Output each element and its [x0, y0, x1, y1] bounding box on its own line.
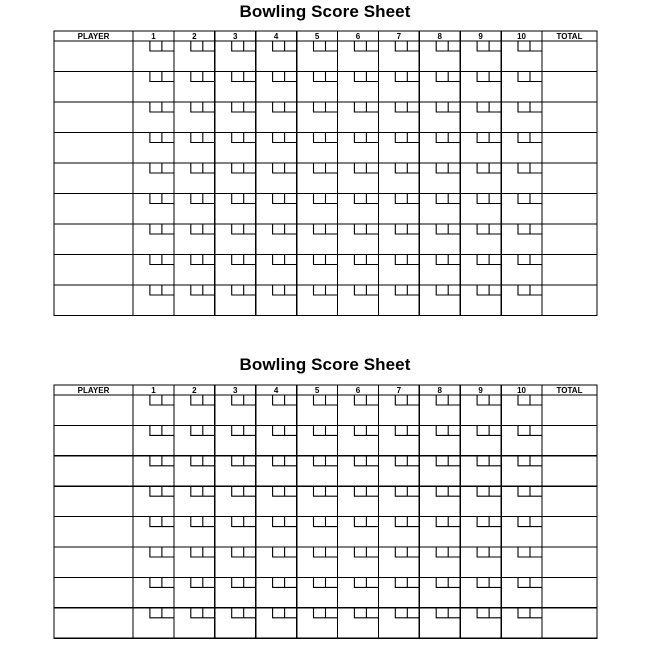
frame-ball-boxes[interactable]: [273, 517, 297, 527]
column-header-frame-1: 1: [151, 32, 156, 41]
ball-box: [518, 517, 542, 527]
ball-box: [395, 425, 419, 435]
ball-box: [150, 486, 174, 496]
frame-ball-boxes[interactable]: [395, 547, 419, 557]
ball-box: [314, 456, 338, 466]
frame-ball-boxes[interactable]: [150, 486, 174, 496]
ball-box: [436, 547, 460, 557]
ball-box: [395, 395, 419, 405]
column-header-frame-4: 4: [273, 32, 279, 41]
ball-box: [354, 577, 378, 587]
frame-ball-boxes[interactable]: [273, 547, 297, 557]
frame-ball-boxes[interactable]: [150, 517, 174, 527]
ball-box: [314, 577, 338, 587]
ball-box: [232, 608, 256, 618]
frame-ball-boxes[interactable]: [232, 608, 256, 618]
ball-box: [354, 547, 378, 557]
frame-ball-boxes[interactable]: [477, 456, 501, 466]
frame-ball-boxes[interactable]: [518, 395, 542, 405]
ball-box: [354, 425, 378, 435]
ball-box: [518, 456, 542, 466]
ball-box: [395, 608, 419, 618]
frame-ball-boxes[interactable]: [436, 395, 460, 405]
frame-ball-boxes[interactable]: [477, 577, 501, 587]
ball-box: [395, 577, 419, 587]
frame-ball-boxes[interactable]: [273, 486, 297, 496]
ball-box: [354, 395, 378, 405]
ball-box: [477, 517, 501, 527]
ball-box: [518, 577, 542, 587]
column-header-frame-6: 6: [355, 386, 361, 395]
frame-ball-boxes[interactable]: [477, 517, 501, 527]
frame-ball-boxes[interactable]: [354, 456, 378, 466]
ball-box: [232, 425, 256, 435]
frame-ball-boxes[interactable]: [191, 577, 215, 587]
column-header-frame-7: 7: [396, 386, 402, 395]
frame-ball-boxes[interactable]: [232, 395, 256, 405]
ball-box: [191, 608, 215, 618]
ball-box: [191, 425, 215, 435]
ball-box: [273, 395, 297, 405]
frame-ball-boxes[interactable]: [354, 547, 378, 557]
column-header-frame-9: 9: [478, 32, 483, 41]
ball-box: [150, 577, 174, 587]
frame-ball-boxes[interactable]: [436, 577, 460, 587]
ball-box: [477, 547, 501, 557]
frame-ball-boxes[interactable]: [191, 395, 215, 405]
ball-box: [395, 456, 419, 466]
ball-box: [150, 395, 174, 405]
ball-box: [477, 486, 501, 496]
column-header-player: PLAYER: [77, 386, 110, 395]
ball-box: [232, 486, 256, 496]
ball-box: [314, 425, 338, 435]
ball-box: [273, 486, 297, 496]
sheet-title: Bowling Score Sheet: [239, 2, 411, 21]
frame-ball-boxes[interactable]: [354, 395, 378, 405]
frame-ball-boxes[interactable]: [314, 577, 338, 587]
frame-ball-boxes[interactable]: [314, 456, 338, 466]
frame-ball-boxes[interactable]: [232, 517, 256, 527]
frame-ball-boxes[interactable]: [477, 486, 501, 496]
frame-ball-boxes[interactable]: [150, 577, 174, 587]
frame-ball-boxes[interactable]: [191, 456, 215, 466]
ball-box: [477, 608, 501, 618]
ball-box: [518, 395, 542, 405]
frame-ball-boxes[interactable]: [518, 486, 542, 496]
ball-box: [314, 608, 338, 618]
ball-box: [436, 456, 460, 466]
column-header-frame-3: 3: [233, 386, 238, 395]
frame-ball-boxes[interactable]: [477, 425, 501, 435]
frame-ball-boxes[interactable]: [477, 547, 501, 557]
ball-box: [354, 486, 378, 496]
column-header-frame-10: 10: [517, 386, 527, 395]
column-header-frame-8: 8: [437, 386, 442, 395]
frame-ball-boxes[interactable]: [314, 486, 338, 496]
frame-ball-boxes[interactable]: [436, 608, 460, 618]
ball-box: [314, 517, 338, 527]
ball-box: [232, 517, 256, 527]
frame-ball-boxes[interactable]: [314, 547, 338, 557]
ball-box: [436, 395, 460, 405]
frame-ball-boxes[interactable]: [395, 517, 419, 527]
frame-ball-boxes[interactable]: [314, 608, 338, 618]
ball-box: [518, 486, 542, 496]
ball-box: [436, 577, 460, 587]
column-header-frame-7: 7: [396, 32, 402, 41]
frame-ball-boxes[interactable]: [150, 395, 174, 405]
frame-ball-boxes[interactable]: [273, 608, 297, 618]
column-header-frame-5: 5: [314, 386, 320, 395]
frame-ball-boxes[interactable]: [273, 456, 297, 466]
column-header-frame-9: 9: [478, 386, 483, 395]
ball-box: [232, 577, 256, 587]
ball-box: [150, 547, 174, 557]
ball-box: [150, 456, 174, 466]
frame-ball-boxes[interactable]: [395, 608, 419, 618]
column-header-frame-4: 4: [273, 386, 279, 395]
column-header-frame-6: 6: [355, 32, 361, 41]
ball-box: [273, 456, 297, 466]
frame-ball-boxes[interactable]: [191, 517, 215, 527]
column-header-frame-1: 1: [151, 386, 156, 395]
ball-box: [191, 395, 215, 405]
frame-ball-boxes[interactable]: [232, 547, 256, 557]
ball-box: [273, 425, 297, 435]
ball-box: [150, 608, 174, 618]
column-header-frame-10: 10: [517, 32, 527, 41]
table-border: [54, 385, 597, 638]
frame-ball-boxes[interactable]: [518, 577, 542, 587]
ball-box: [191, 547, 215, 557]
ball-box: [518, 547, 542, 557]
frame-ball-boxes[interactable]: [273, 425, 297, 435]
ball-box: [477, 456, 501, 466]
ball-box: [395, 517, 419, 527]
frame-ball-boxes[interactable]: [518, 608, 542, 618]
ball-box: [477, 577, 501, 587]
ball-box: [518, 608, 542, 618]
frame-ball-boxes[interactable]: [191, 547, 215, 557]
frame-ball-boxes[interactable]: [354, 577, 378, 587]
frame-ball-boxes[interactable]: [477, 608, 501, 618]
ball-box: [150, 517, 174, 527]
ball-box: [273, 577, 297, 587]
frame-ball-boxes[interactable]: [314, 395, 338, 405]
frame-ball-boxes[interactable]: [354, 517, 378, 527]
ball-box: [395, 486, 419, 496]
frame-ball-boxes[interactable]: [395, 395, 419, 405]
ball-box: [436, 517, 460, 527]
ball-box: [518, 425, 542, 435]
ball-box: [395, 547, 419, 557]
frame-ball-boxes[interactable]: [518, 547, 542, 557]
frame-ball-boxes[interactable]: [477, 395, 501, 405]
frame-ball-boxes[interactable]: [150, 456, 174, 466]
ball-box: [273, 517, 297, 527]
frame-ball-boxes[interactable]: [354, 425, 378, 435]
column-header-total: TOTAL: [556, 386, 583, 395]
column-header-frame-2: 2: [192, 32, 197, 41]
ball-box: [477, 395, 501, 405]
frame-ball-boxes[interactable]: [150, 547, 174, 557]
ball-box: [191, 456, 215, 466]
frame-ball-boxes[interactable]: [191, 425, 215, 435]
ball-box: [191, 577, 215, 587]
column-header-frame-2: 2: [192, 386, 197, 395]
ball-box: [354, 608, 378, 618]
frame-ball-boxes[interactable]: [518, 456, 542, 466]
ball-box: [314, 486, 338, 496]
column-header-frame-5: 5: [314, 32, 320, 41]
ball-box: [232, 395, 256, 405]
frame-ball-boxes[interactable]: [395, 577, 419, 587]
ball-box: [477, 425, 501, 435]
frame-ball-boxes[interactable]: [354, 486, 378, 496]
sheet-title: Bowling Score Sheet: [239, 355, 411, 374]
ball-box: [273, 608, 297, 618]
frame-ball-boxes[interactable]: [314, 425, 338, 435]
column-header-total: TOTAL: [556, 32, 583, 41]
frame-ball-boxes[interactable]: [395, 486, 419, 496]
ball-box: [314, 547, 338, 557]
frame-ball-boxes[interactable]: [314, 517, 338, 527]
frame-ball-boxes[interactable]: [273, 577, 297, 587]
ball-box: [436, 608, 460, 618]
frame-ball-boxes[interactable]: [191, 608, 215, 618]
ball-box: [273, 547, 297, 557]
column-header-player: PLAYER: [77, 32, 110, 41]
ball-box: [150, 425, 174, 435]
ball-box: [436, 486, 460, 496]
frame-ball-boxes[interactable]: [232, 577, 256, 587]
frame-ball-boxes[interactable]: [191, 486, 215, 496]
frame-ball-boxes[interactable]: [436, 425, 460, 435]
ball-box: [191, 517, 215, 527]
ball-box: [436, 425, 460, 435]
frame-ball-boxes[interactable]: [436, 456, 460, 466]
ball-box: [314, 395, 338, 405]
frame-ball-boxes[interactable]: [232, 486, 256, 496]
frame-ball-boxes[interactable]: [232, 425, 256, 435]
frame-ball-boxes[interactable]: [518, 425, 542, 435]
frame-ball-boxes[interactable]: [232, 456, 256, 466]
frame-ball-boxes[interactable]: [150, 425, 174, 435]
column-header-frame-3: 3: [233, 32, 238, 41]
ball-box: [232, 547, 256, 557]
ball-box: [191, 486, 215, 496]
frame-ball-boxes[interactable]: [150, 608, 174, 618]
ball-box: [354, 456, 378, 466]
frame-ball-boxes[interactable]: [436, 547, 460, 557]
frame-ball-boxes[interactable]: [395, 456, 419, 466]
ball-box: [232, 456, 256, 466]
frame-ball-boxes[interactable]: [436, 517, 460, 527]
column-header-frame-8: 8: [437, 32, 442, 41]
frame-ball-boxes[interactable]: [273, 395, 297, 405]
frame-ball-boxes[interactable]: [518, 517, 542, 527]
frame-ball-boxes[interactable]: [436, 486, 460, 496]
frame-ball-boxes[interactable]: [354, 608, 378, 618]
frame-ball-boxes[interactable]: [395, 425, 419, 435]
ball-box: [354, 517, 378, 527]
